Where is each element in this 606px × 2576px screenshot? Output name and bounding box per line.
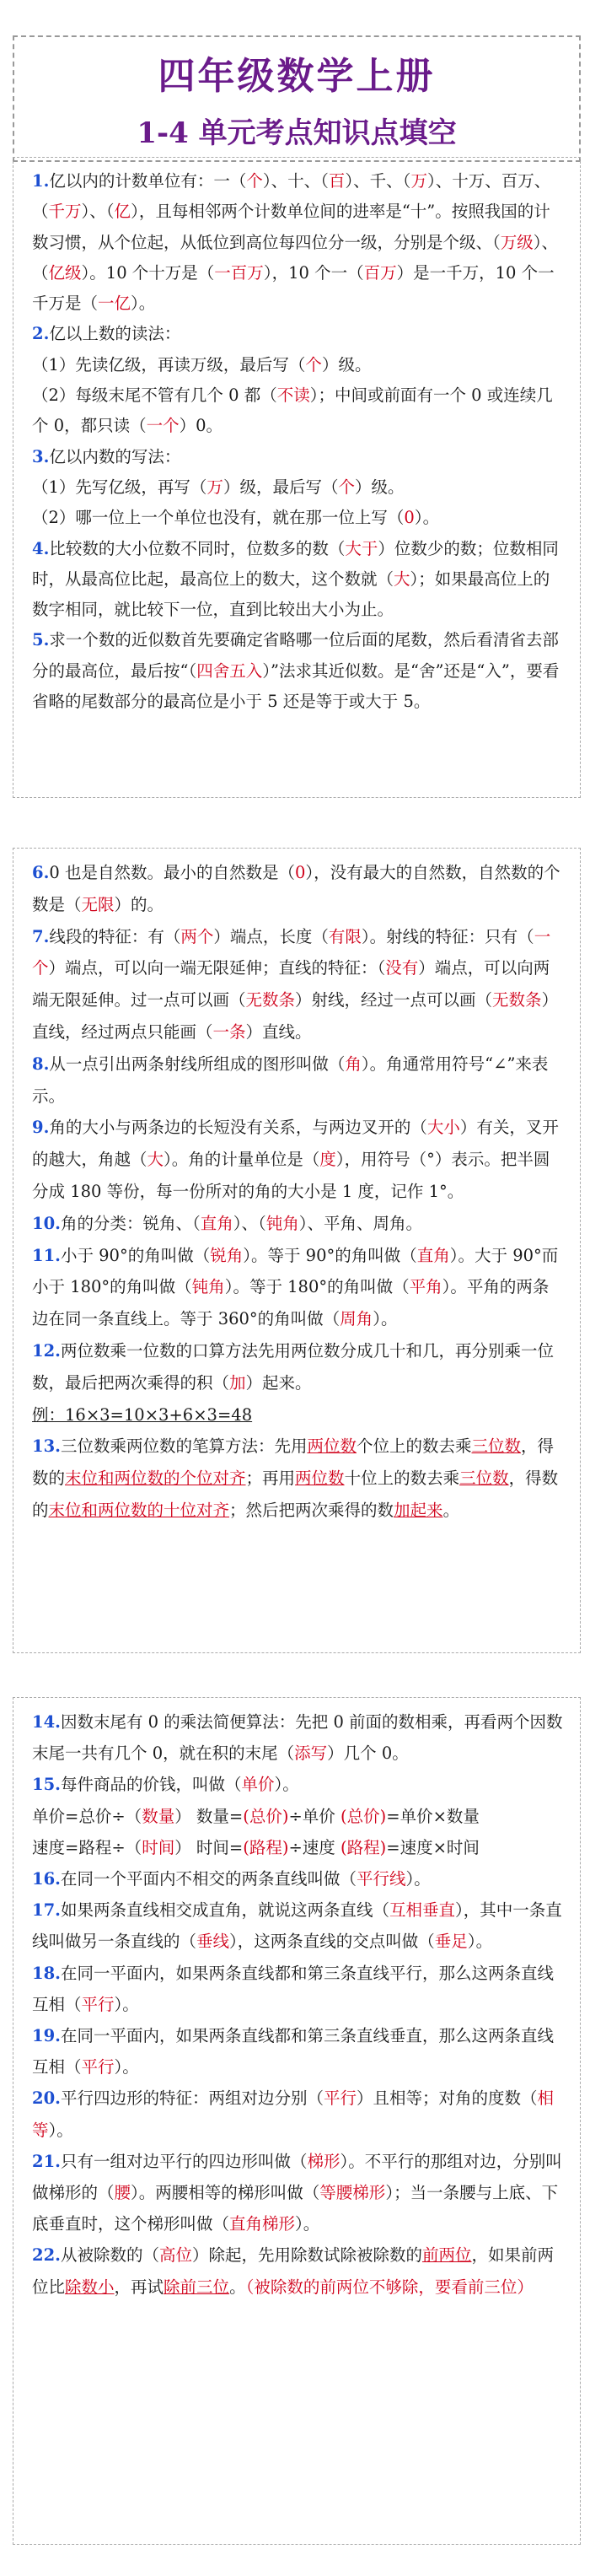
answer: 度 bbox=[319, 1150, 336, 1170]
answer: 大 bbox=[147, 1150, 164, 1170]
item-number: 14. bbox=[32, 1712, 61, 1732]
item-15: 15.每件商品的价钱，叫做（单价）。 bbox=[32, 1775, 299, 1795]
item-number: 13. bbox=[32, 1436, 61, 1457]
answer: 平行 bbox=[81, 2057, 115, 2078]
item-number: 17. bbox=[32, 1900, 61, 1921]
page-title: 四年级数学上册 bbox=[158, 55, 436, 98]
answer: 千万 bbox=[48, 202, 82, 222]
item-number: 10. bbox=[32, 1213, 61, 1233]
answer: 直角 bbox=[200, 1213, 233, 1233]
answer: 加 bbox=[229, 1372, 246, 1393]
item-10: 10.角的分类：锐角、（直角）、（钝角）、平角、周角。 bbox=[32, 1213, 423, 1233]
item-14: 14.因数末尾有 0 的乘法简便算法：先把 0 前面的数相乘，再看两个因数末尾一共有几个 0，就在积的末尾（添写）几个 0。 bbox=[32, 1712, 563, 1764]
answer: 不读 bbox=[276, 385, 310, 406]
answer: 万 bbox=[206, 477, 223, 497]
answer: 两位数 bbox=[295, 1469, 345, 1489]
answer: 钝角 bbox=[265, 1213, 299, 1233]
item-number: 6. bbox=[32, 863, 50, 882]
answer: 平行线 bbox=[356, 1869, 406, 1889]
item-9: 9.角的大小与两条边的长短没有关系，与两边叉开的（大小）有关，叉开的越大，角越（大）。角的计量单位是（度），用符号（°）表示。把半圆分成 180 等份，每一份所对的角的大小是 1 度，记作 1°。 bbox=[32, 1118, 559, 1201]
answer: 锐角 bbox=[210, 1245, 244, 1265]
item-number: 21. bbox=[32, 2151, 61, 2171]
item-12: 12.两位数乘一位数的口算方法先用两位数分成几十和几，再分别乘一位数，最后把两次乘得的积（加）起来。 bbox=[32, 1340, 554, 1393]
answer: 末位和两位数的个位对齐 bbox=[65, 1469, 246, 1489]
item-number: 16. bbox=[32, 1869, 61, 1889]
item-6: 6.0 也是自然数。最小的自然数是（0），没有最大的自然数，自然数的个数是（无限）的。 bbox=[32, 863, 560, 914]
answer: 垂线 bbox=[196, 1932, 230, 1952]
item-number: 12. bbox=[32, 1340, 61, 1361]
answer: 两个 bbox=[180, 926, 214, 946]
answer: 万 bbox=[410, 171, 427, 191]
answer: 平行 bbox=[81, 1994, 115, 2014]
answer: 一个 bbox=[32, 926, 551, 978]
page-subtitle: 1-4 单元考点知识点填空 bbox=[137, 116, 457, 150]
answer: 大小 bbox=[426, 1118, 460, 1138]
item-number: 1. bbox=[32, 171, 50, 191]
answer: 万级 bbox=[500, 232, 534, 252]
answer: 加起来 bbox=[394, 1500, 443, 1520]
item-8: 8.从一点引出两条射线所组成的图形叫做（角）。角通常用符号“∠”来表示。 bbox=[32, 1054, 549, 1106]
answer: 三位数 bbox=[471, 1436, 521, 1457]
title-card bbox=[13, 35, 581, 162]
item-11: 11.小于 90°的角叫做（锐角）。等于 90°的角叫做（直角）。大于 90°而小于 180°的角叫做（钝角）。等于 180°的角叫做（平角）。平角的两条边在同一条直线上。等于 360°的角叫做（周角）。 bbox=[32, 1245, 559, 1329]
answer: 互相垂直 bbox=[389, 1900, 455, 1921]
answer: 个 bbox=[305, 354, 322, 375]
answer: 个 bbox=[246, 171, 263, 191]
answer: 添写 bbox=[294, 1743, 328, 1764]
answer: 个 bbox=[338, 477, 355, 497]
item-number: 20. bbox=[32, 2088, 61, 2109]
answer: 直角梯形 bbox=[229, 2214, 296, 2234]
item-number: 11. bbox=[32, 1245, 61, 1265]
answer: 无数条 bbox=[245, 990, 296, 1010]
item-number: 15. bbox=[32, 1775, 61, 1795]
answer: 腰 bbox=[114, 2183, 131, 2203]
answer: 亿 bbox=[114, 202, 131, 222]
item-number: 4. bbox=[32, 538, 50, 558]
answer: 数量 bbox=[142, 1806, 175, 1826]
answer: 无数条 bbox=[492, 990, 542, 1010]
item-number: 2. bbox=[32, 324, 50, 344]
item-3-1: （1）先写亿级，再写（万）级，最后写（个）级。 bbox=[32, 477, 405, 497]
formula-price: 单价=总价÷（数量） 数量=(总价)÷单价 (总价)=单价×数量 bbox=[32, 1806, 480, 1826]
item-22: 22.从被除数的（高位）除起，先用除数试除被除数的前两位，如果前两位比除数小，再试除前三位。（被除数的前两位不够除，要看前三位） bbox=[32, 2245, 555, 2297]
answer: 无限 bbox=[81, 894, 115, 914]
item-2-1: （1）先读亿级，再读万级，最后写（个）级。 bbox=[32, 354, 372, 375]
answer: 有限 bbox=[328, 926, 362, 946]
item-18: 18.在同一平面内，如果两条直线都和第三条直线平行，那么这两条直线互相（平行）。 bbox=[32, 1963, 554, 2014]
answer: 0 bbox=[404, 508, 415, 528]
answer: 一个 bbox=[146, 416, 180, 436]
item-7: 7.线段的特征：有（两个）端点，长度（有限）。射线的特征：只有（一个）端点，可以向一端无限延伸；直线的特征：（没有）端点，可以向两端无限延伸。过一点可以画（无数条）射线，经过一点可以画（无数条）直线，经过两点只能画（一条）直线。 bbox=[32, 926, 559, 1042]
section-units-1 bbox=[13, 157, 581, 798]
answer: 大 bbox=[394, 569, 410, 589]
item-number: 9. bbox=[32, 1118, 50, 1138]
item-2: 2.亿以上数的读法： bbox=[32, 324, 181, 344]
item-16: 16.在同一个平面内不相交的两条直线叫做（平行线）。 bbox=[32, 1869, 431, 1889]
answer: 一亿 bbox=[98, 294, 131, 314]
answer: 时间 bbox=[142, 1837, 175, 1857]
answer: 直角 bbox=[416, 1245, 450, 1265]
item-2-2: （2）每级末尾不管有几个 0 都（不读）；中间或前面有一个 0 或连续几个 0，都只读（一个）0。 bbox=[32, 385, 553, 436]
answer: 四舍五入 bbox=[196, 660, 263, 681]
answer: 百 bbox=[328, 171, 346, 191]
answer: 一条 bbox=[212, 1021, 246, 1042]
answer: 0 bbox=[294, 863, 306, 882]
item-number: 19. bbox=[32, 2026, 61, 2046]
answer: 百万 bbox=[363, 262, 397, 283]
answer: 没有 bbox=[385, 958, 419, 978]
example-line: 例：16×3=10×3+6×3=48 bbox=[32, 1404, 253, 1425]
item-19: 19.在同一平面内，如果两条直线都和第三条直线垂直，那么这两条直线互相（平行）。 bbox=[32, 2026, 554, 2078]
answer: 一百万 bbox=[214, 262, 264, 283]
answer: (路程) bbox=[341, 1837, 387, 1857]
answer: (路程) bbox=[243, 1837, 289, 1857]
item-20: 20.平行四边形的特征：两组对边分别（平行）且相等；对角的度数（相等）。 bbox=[32, 2088, 554, 2140]
answer: 大于 bbox=[345, 538, 378, 558]
answer: 单价 bbox=[241, 1775, 275, 1795]
item-number: 5. bbox=[32, 630, 50, 650]
answer: 垂足 bbox=[434, 1932, 468, 1952]
answer: 等腰梯形 bbox=[319, 2183, 386, 2203]
item-3-2: （2）哪一位上一个单位也没有，就在那一位上写（0）。 bbox=[32, 508, 440, 528]
answer: 角 bbox=[345, 1054, 362, 1074]
answer: 两位数 bbox=[307, 1436, 357, 1457]
item-21: 21.只有一组对边平行的四边形叫做（梯形）。不平行的那组对边，分别叫做梯形的（腰）。两腰相等的梯形叫做（等腰梯形）；当一条腰与上底、下底垂直时，这个梯形叫做（直角梯形）。 bbox=[32, 2151, 562, 2234]
answer: 梯形 bbox=[307, 2151, 341, 2171]
answer: （被除数的前两位不够除，要看前三位） bbox=[245, 2277, 534, 2297]
item-4: 4.比较数的大小位数不同时，位数多的数（大于）位数少的数；位数相同时，从最高位比起，最高位上的数大，这个数就（大）；如果最高位上的数字相同，就比较下一位，直到比较出大小为止。 bbox=[32, 538, 559, 620]
answer: 亿级 bbox=[48, 262, 82, 283]
item-1: 1.亿以内的计数单位有：一（个）、十、（百）、千、（万）、十万、百万、（千万）、（亿），且每相邻两个计数单位间的进率是“十”。按照我国的计数习惯，从个位起，从低位到高位每四位分一级，分别是个级、（万级）、（亿级）。10 个十万是（一百万），10 个一（百万）是一千万，10 个一千万是（一亿）。 bbox=[32, 171, 559, 314]
item-17: 17.如果两条直线相交成直角，就说这两条直线（互相垂直），其中一条直线叫做另一条直线的（垂线），这两条直线的交点叫做（垂足）。 bbox=[32, 1900, 562, 1952]
section-units-2 bbox=[13, 848, 581, 1653]
answer: 钝角 bbox=[191, 1277, 225, 1297]
answer: 平行 bbox=[323, 2088, 357, 2109]
item-3: 3.亿以内数的写法： bbox=[32, 446, 181, 466]
item-5: 5.求一个数的近似数首先要确定省略哪一位后面的尾数，然后看清省去部分的最高位，最后按“（四舍五入）”法求其近似数。是“舍”还是“入”，要看省略的尾数部分的最高位是小于 5 还是等于或大于 5。 bbox=[32, 630, 560, 712]
answer: 除数小 bbox=[65, 2277, 115, 2297]
item-number: 3. bbox=[32, 446, 50, 466]
item-number: 7. bbox=[32, 926, 50, 946]
item-number: 22. bbox=[32, 2245, 61, 2266]
answer: 除前三位 bbox=[164, 2277, 230, 2297]
answer: 高位 bbox=[158, 2245, 192, 2266]
item-13: 13.三位数乘两位数的笔算方法：先用两位数个位上的数去乘三位数，得数的末位和两位数的个位对齐；再用两位数十位上的数去乘三位数，得数的末位和两位数的十位对齐；然后把两次乘得的数加起来。 bbox=[32, 1436, 559, 1520]
answer: (总价) bbox=[341, 1806, 387, 1826]
answer: 相等 bbox=[32, 2088, 554, 2140]
answer: 末位和两位数的十位对齐 bbox=[48, 1500, 230, 1520]
answer: 前两位 bbox=[421, 2245, 472, 2266]
item-number: 18. bbox=[32, 1963, 61, 1983]
answer: (总价) bbox=[243, 1806, 289, 1826]
answer: 周角 bbox=[340, 1309, 373, 1329]
section-units-3 bbox=[13, 1697, 581, 2545]
item-number: 8. bbox=[32, 1054, 50, 1074]
answer: 三位数 bbox=[459, 1469, 509, 1489]
formula-speed: 速度=路程÷（时间） 时间=(路程)÷速度 (路程)=速度×时间 bbox=[32, 1837, 480, 1857]
answer: 平角 bbox=[409, 1277, 442, 1297]
